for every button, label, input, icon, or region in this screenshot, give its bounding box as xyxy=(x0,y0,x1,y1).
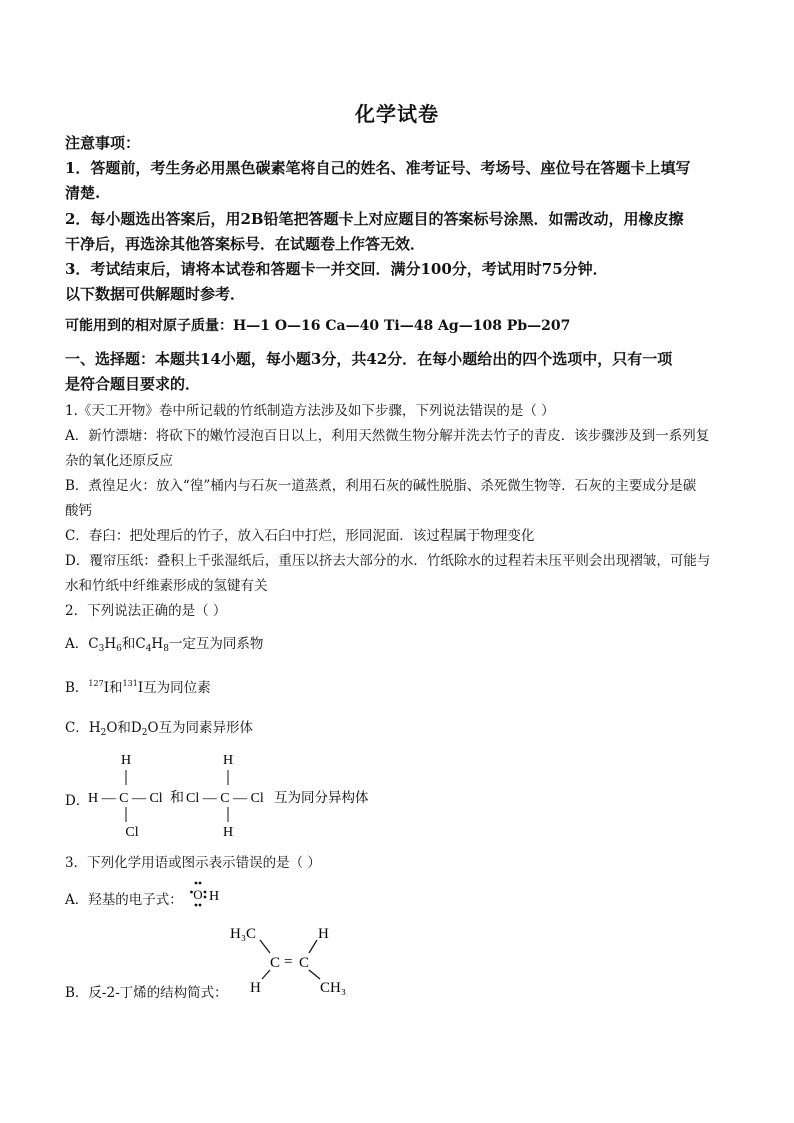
q2-option-d-label: D． xyxy=(65,793,90,809)
atomic-masses: 可能用到的相对原子质量：H—1 O—16 Ca—40 Ti—48 Ag—108 Pb—207 xyxy=(65,318,571,334)
q1-stem: 1.《天工开物》卷中所记载的竹纸制造方法涉及如下步骤，下列说法错误的是（ ） xyxy=(65,403,555,419)
mol2-bottom-h: H xyxy=(222,825,234,840)
note-2-line1: 2．每小题选出答案后，用2B铅笔把答题卡上对应题目的答案标号涂黑．如需改动，用橡皮擦 xyxy=(65,210,684,228)
note-2-line2: 干净后，再选涂其他答案标号．在试题卷上作答无效． xyxy=(65,235,426,253)
mol1-top-h: H xyxy=(120,753,132,768)
q1-option-d-line1: D．覆帘压纸：叠积上千张湿纸后，重压以挤去大部分的水．竹纸除水的过程若未压平则会出现褶皱，可能与 xyxy=(65,553,711,569)
q2-stem: 2．下列说法正确的是（ ） xyxy=(65,603,227,619)
q1-option-a-line2: 杂的氧化还原反应 xyxy=(65,453,173,469)
section1-line1: 一、选择题：本题共14小题，每小题3分，共42分．在每小题给出的四个选项中，只有一项 xyxy=(65,350,673,368)
q3-stem: 3．下列化学用语或图示表示错误的是（ ） xyxy=(65,855,321,871)
notes-heading: 注意事项： xyxy=(65,134,141,152)
oxygen-symbol: O xyxy=(193,887,203,902)
q3-option-a-label: A．羟基的电子式： xyxy=(65,892,183,908)
q2-d-post: 互为同分异构体 xyxy=(274,790,369,805)
note-1-line2: 清楚. xyxy=(65,184,101,202)
note-3: 3．考试结束后，请将本试卷和答题卡一并交回．满分100分，考试用时75分钟． xyxy=(65,260,608,278)
mol1-row: H — C — Cl xyxy=(88,791,163,806)
mol2-top-h: H xyxy=(222,753,234,768)
mol2-row: Cl — C — Cl xyxy=(186,791,264,806)
bond-ch3-c1 xyxy=(260,940,270,953)
q1-option-c: C．春臼：把处理后的竹子，放入石臼中打烂，形同泥面．该过程属于物理变化 xyxy=(65,528,535,544)
page-title: 化学试卷 xyxy=(355,102,439,126)
mol1-bottom-cl: Cl xyxy=(125,825,139,840)
q3-option-b-label: B．反-2-丁烯的结构简式： xyxy=(65,985,228,1001)
q2-option-d-structures xyxy=(88,748,388,840)
section1-line2: 是符合题目要求的． xyxy=(65,375,201,393)
carbon-2: C xyxy=(299,955,310,971)
note-4: 以下数据可供解题时参考． xyxy=(65,285,246,303)
q1-option-b-line2: 酸钙 xyxy=(65,503,92,519)
hydrogen-symbol: H xyxy=(209,889,220,904)
h-right: H xyxy=(318,926,329,942)
carbon-1: C xyxy=(270,955,281,971)
bond-c1-h xyxy=(262,970,270,979)
q2-option-c: C．$H_2O$和$D_2O$互为同素异形体 xyxy=(65,720,254,738)
q1-option-b-line1: B．煮徨足火：放入“徨”桶内与石灰一道蒸煮，利用石灰的碱性脱脂、杀死微生物等．石灰的主要成分是碳 xyxy=(65,478,697,494)
q2-option-b: B．$^{127}$I和$^{131}$I互为同位素 xyxy=(65,679,211,696)
bond-c2-ch3 xyxy=(309,970,320,979)
q1-option-a-line1: A．新竹漂塘：将砍下的嫩竹浸泡百日以上，利用天然微生物分解并洗去竹子的青皮．该步骤涉及到一系列复 xyxy=(65,428,710,444)
note-1-line1: 1．答题前，考生务必用黑色碳素笔将自己的姓名、准考证号、考场号、座位号在答题卡上填写 xyxy=(65,159,691,177)
q2-option-a: A．$C_3H_6$和$C_4H_8$一定互为同系物 xyxy=(65,636,264,654)
double-bond: = xyxy=(284,954,293,970)
h-left: H xyxy=(250,980,261,996)
bond-h-c2 xyxy=(309,940,317,953)
and-word: 和 xyxy=(170,791,184,806)
hydroxyl-electron-formula xyxy=(190,878,230,912)
ch3-left: H₃C xyxy=(230,926,257,942)
q1-option-d-line2: 水和竹纸中纤维素形成的氢键有关 xyxy=(65,578,268,594)
ch3-right: CH₃ xyxy=(320,980,347,996)
trans-2-butene-structure xyxy=(226,920,366,996)
